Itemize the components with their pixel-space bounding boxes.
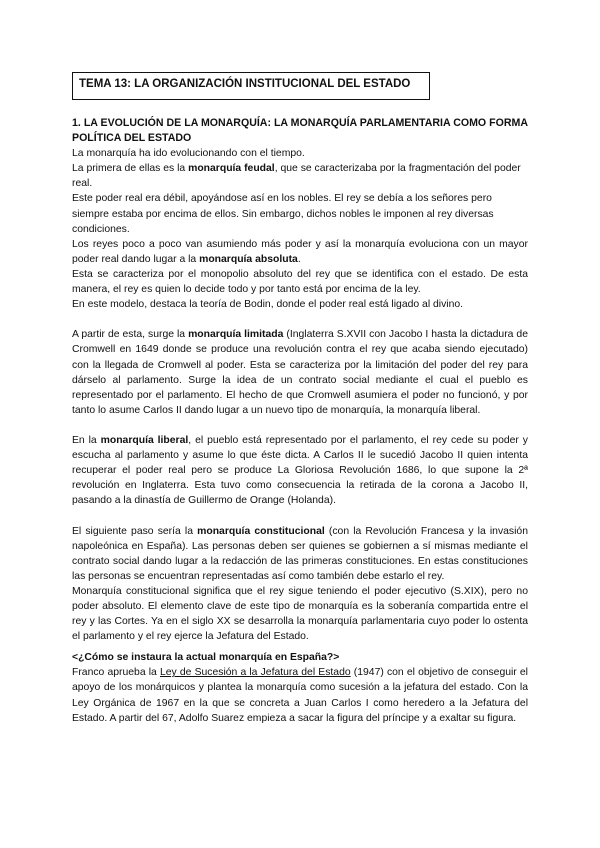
spacer [72,418,528,433]
paragraph-monopolio: Esta se caracteriza por el monopolio absoluto del rey que se identifica con el estado. De esta manera, el rey es quien lo decide todo y por tanto está por encima de la ley. [72,268,528,296]
spacer [72,312,528,327]
section-heading: 1. LA EVOLUCIÓN DE LA MONARQUÍA: LA MONARQUÍA PARLAMENTARIA COMO FORMA POLÍTICA DEL ESTADO [72,117,528,145]
text-span: A partir de esta, surge la [72,329,189,341]
text-span: (1947) con el objetivo de conseguir el apoyo de los monárquicos y plantea la monarquía como sucesión a la jefatura del estado. Con la Ley Orgánica de 1967 en la que se concreta a Juan Carlos I como heredero a la Jefatura del Estado. A partir del 67, Adolfo Suarez empieza a sacar la figura del príncipe y a exaltar su figura. [72,667,528,724]
paragraph-intro: La monarquía ha ido evolucionando con el tiempo. [72,148,305,160]
term-monarquia-liberal: monarquía liberal [100,434,189,446]
text-span: , que se caracterizaba por la fragmentación del poder real. [72,163,521,190]
term-monarquia-constitucional: monarquía constitucional [197,525,325,537]
question-text: <¿Cómo se instaura la actual monarquía en España?> [72,652,340,664]
paragraph-poder-debil: Este poder real era débil, apoyándose así en los nobles. El rey se debía a los señores pero siempre estaba por encima de ellos. Sin embargo, dichos nobles le imponen al rey diversas condiciones. [72,193,494,235]
paragraph-absoluta [72,237,528,267]
paragraph-limitada [72,327,528,418]
paragraph-liberal [72,433,528,508]
text-span: En la [72,434,101,446]
text-span: (Inglaterra S.XVII con Jacobo I hasta la dictadura de Cromwell en 1649 donde se produce una revolución contra el rey que acaba siendo ejecutado) con la llegada de Cromwell al poder. Esta se caracteriza por la limitación del poder del rey para dárselo al parlamento. Surge la idea de un contrato social mediante el cual el pueblo es representado por el parlamento. El hecho de que Cromwell asumiera el poder no funcionó, y por tanto lo asume Carlos II dando lugar a un nuevo tipo de monarquía, la monarquía liberal. [72,329,528,416]
paragraph-constitucional [72,524,528,584]
question-heading [72,650,528,665]
text-span: , el pueblo está representado por el parlamento, el rey cede su poder y escucha al parlamento y asume lo que éste dicta. A Carlos II le sucedió Jacobo II quien intenta recuperar el poder real pero se produce La Gloriosa Revolución 1686, lo que supone la 2ª revolución en Inglaterra. Esta tuvo como consecuencia la retirada de la corona a Jacobo II, pasando a la dinastía de Guillermo de Orange (Holanda). [72,434,528,507]
text-span: Los reyes poco a poco van asumiendo más poder y así la monarquía evoluciona con un mayor poder real dando lugar a la [72,238,528,265]
ley-sucesion-link[interactable]: Ley de Sucesión a la Jefatura del Estado [159,667,351,679]
text-span: Franco aprueba la [72,667,160,679]
term-monarquia-absoluta: monarquía absoluta [199,253,298,265]
spacer [72,508,528,523]
text-span: El siguiente paso sería la [72,525,198,537]
document-body [72,116,528,726]
paragraph-bodin: En este modelo, destaca la teoría de Bodin, donde el poder real está ligado al divino. [72,299,464,311]
term-monarquia-feudal: monarquía feudal [188,163,275,175]
paragraph-feudal [72,161,528,191]
text-span: (con la Revolución Francesa y la invasión napoleónica en España). Las personas deben ser quienes se gobiernen a sí mismas mediante el contrato social dando lugar a la redacción de las primeras constituciones. En estas constituciones las personas se encuentran representadas así como también debe estarlo el rey. [72,525,528,582]
text-span: La primera de ellas es la [72,163,189,175]
text-span: . [297,253,301,265]
page-title: TEMA 13: LA ORGANIZACIÓN INSTITUCIONAL DEL ESTADO [72,72,430,100]
term-monarquia-limitada: monarquía limitada [188,329,284,341]
paragraph-parlamentaria: Monarquía constitucional significa que el rey sigue teniendo el poder ejecutivo (S.XIX), pero no poder absoluto. El elemento clave de este tipo de monarquía es la soberanía compartida entre el rey y las Cortes. Ya en el siglo XX se desarrolla la monarquía parlamentaria cuyo poder lo ostenta el parlamento y el rey ejerce la Jefatura del Estado. [72,585,528,643]
paragraph-franco [72,665,528,725]
